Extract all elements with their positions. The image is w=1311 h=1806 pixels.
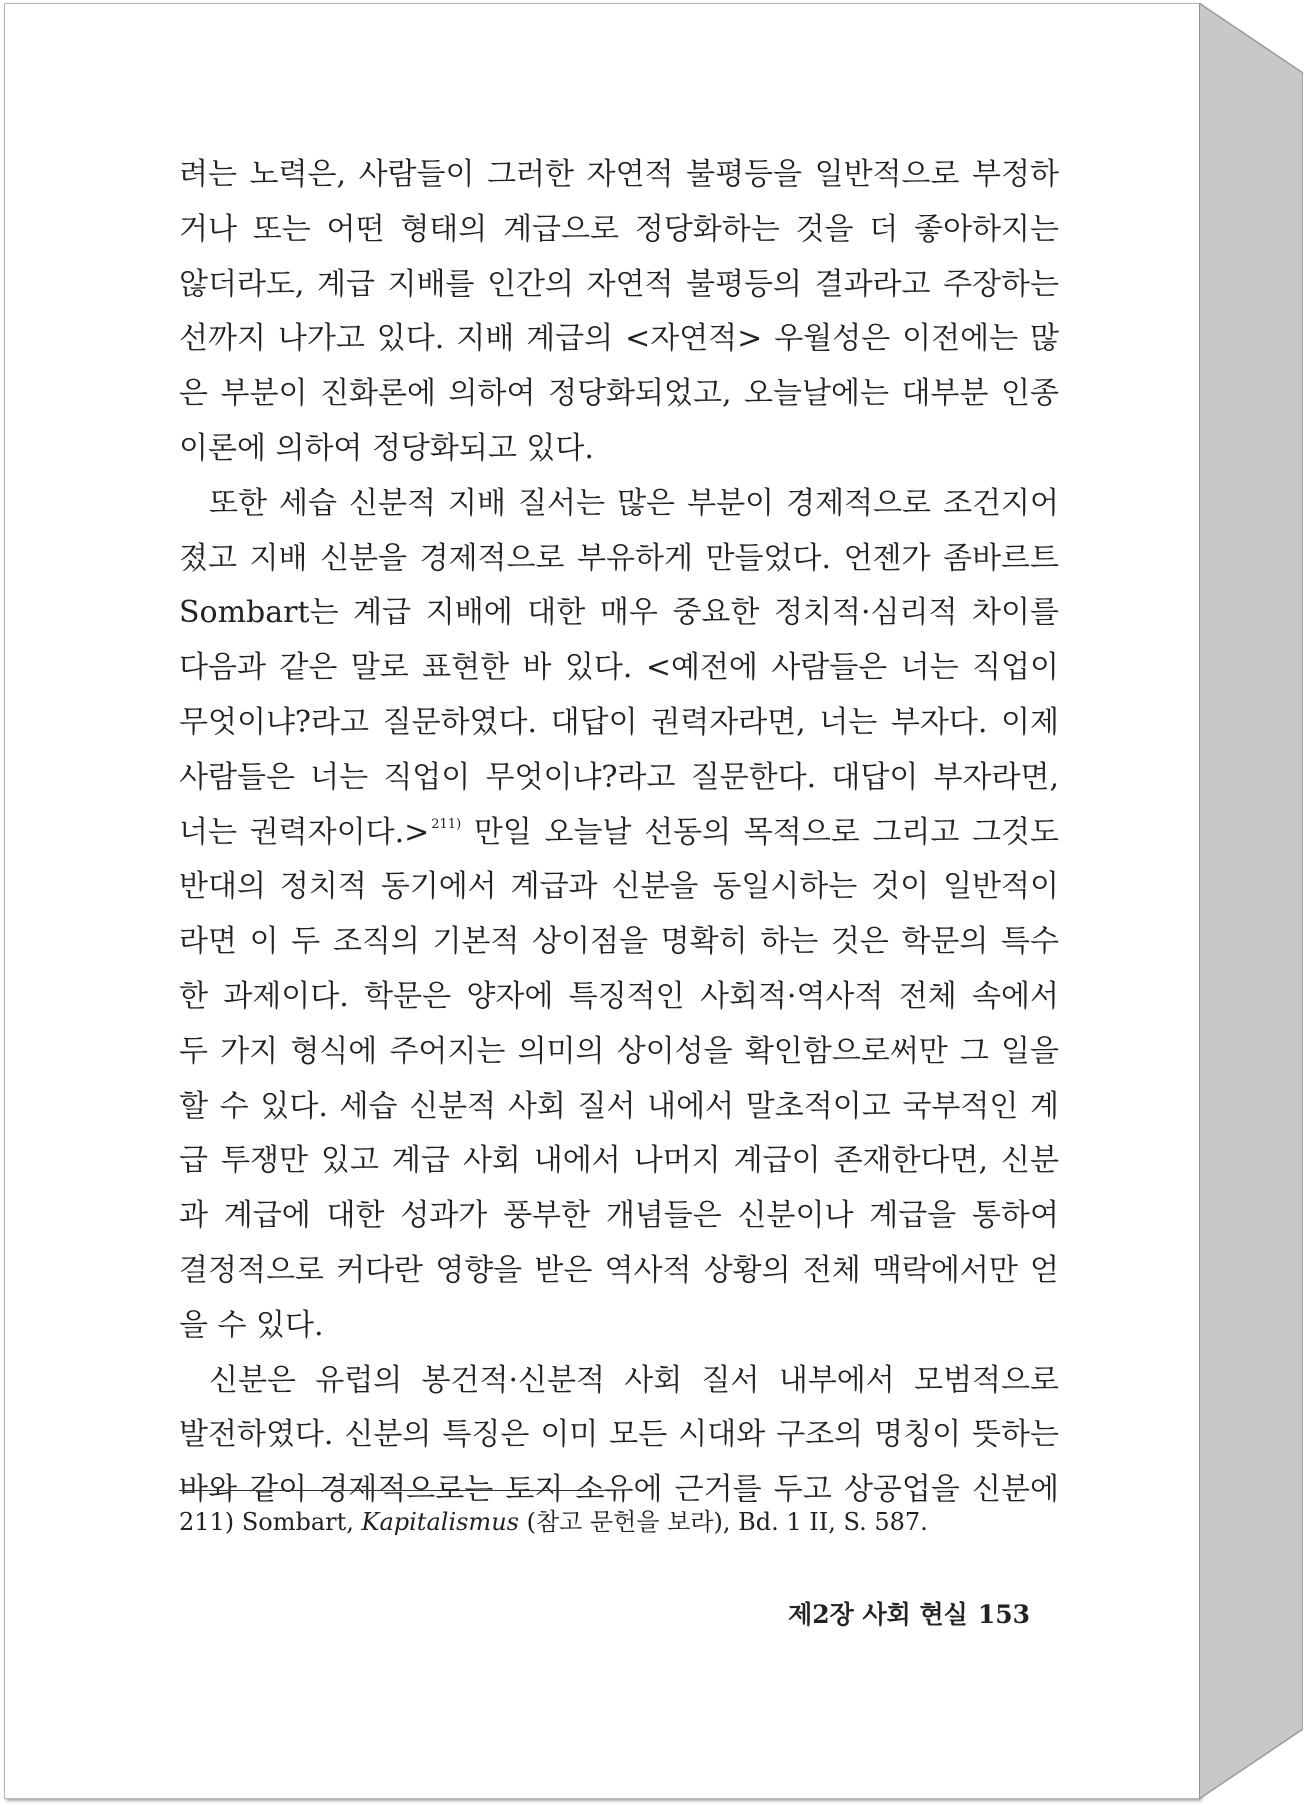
text-line-21: 결정적으로 커다란 영향을 받은 역사적 상황의 전체 맥락에서만 얻 [179,1252,1059,1288]
text-line-19: 급 투쟁만 있고 계급 사회 내에서 나머지 계급이 존재한다면, 신분 [179,1143,1059,1179]
text-line-5: 은 부분이 진화론에 의하여 정당화되었고, 오늘날에는 대부분 인종 [179,376,1059,412]
text-line-6: 이론에 의하여 정당화되고 있다. [179,430,594,466]
text-line-9: Sombart는 계급 지배에 대한 매우 중요한 정치적·심리적 차이를 [179,595,1059,631]
footnote [179,1502,928,1542]
text-line-18: 할 수 있다. 세습 신분적 사회 질서 내에서 말초적이고 국부적인 계 [179,1088,1059,1124]
text-line-10: 다음과 같은 말로 표현한 바 있다. <예전에 사람들은 너는 직업이 [179,650,1059,686]
footnote-author: Sombart, [241,1508,354,1536]
text-line-25: 바와 같이 경제적으로는 토지 소유에 근거를 두고 상공업을 신분에 [179,1472,1059,1508]
text-line-23: 신분은 유럽의 봉건적·신분적 사회 질서 내부에서 모범적으로 [209,1362,1059,1398]
text-line-22: 을 수 있다. [179,1307,324,1343]
text-line-13 [179,806,1059,861]
text-line-1: 려는 노력은, 사람들이 그러한 자연적 불평등을 일반적으로 부정하 [179,157,1059,192]
text-line-11: 무엇이냐?라고 질문하였다. 대답이 권력자라면, 너는 부자다. 이제 [179,704,1059,740]
text-line-12: 사람들은 너는 직업이 무엇이냐?라고 질문한다. 대답이 부자라면, [179,759,1059,795]
text-line-16: 한 과제이다. 학문은 양자에 특징적인 사회적·역사적 전체 속에서 [179,978,1059,1014]
text-line-4: 선까지 나가고 있다. 지배 계급의 <자연적> 우월성은 이전에는 많 [179,321,1059,357]
text-line-17: 두 가지 형식에 주어지는 의미의 상이성을 확인함으로써만 그 일을 [179,1033,1059,1069]
text-line-20: 과 계급에 대한 성과가 풍부한 개념들은 신분이나 계급을 통하여 [179,1198,1059,1234]
text-line-24: 발전하였다. 신분의 특징은 이미 모든 시대와 구조의 명칭이 뜻하는 [179,1417,1059,1453]
footnote-divider [179,1490,607,1491]
text-line-2: 거나 또는 어떤 형태의 계급으로 정당화하는 것을 더 좋아하지는 [179,211,1059,247]
body-text [179,148,1059,1518]
text-line-13-tail: 만일 오늘날 선동의 목적으로 그리고 그것도 [461,814,1060,850]
text-line-3: 않더라도, 계급 지배를 인간의 자연적 불평등의 결과라고 주장하는 [179,266,1059,302]
footnote-reference: 211) [431,816,462,832]
page-number: 153 [977,1600,1030,1629]
text-line-13-head: 너는 권력자이다.> [179,814,430,850]
text-line-8: 졌고 지배 신분을 경제적으로 부유하게 만들었다. 언젠가 좀바르트 [179,540,1059,576]
chapter-label: 제2장 사회 현실 [788,1600,968,1629]
book-edge [1199,3,1303,1799]
running-footer [780,1595,1030,1635]
footnote-title: Kapitalismus [361,1508,519,1536]
footnote-number: 211) [179,1508,235,1536]
book-edge-shape [1199,3,1303,1799]
text-line-14: 반대의 정치적 동기에서 계급과 신분을 동일시하는 것이 일반적이 [179,869,1059,905]
footnote-rest: (참고 문헌을 보라), Bd. 1 II, S. 587. [526,1508,928,1536]
text-line-15: 라면 이 두 조직의 기본적 상이점을 명확히 하는 것은 학문의 특수 [179,924,1059,960]
text-line-7: 또한 세습 신분적 지배 질서는 많은 부분이 경제적으로 조건지어 [209,485,1059,521]
